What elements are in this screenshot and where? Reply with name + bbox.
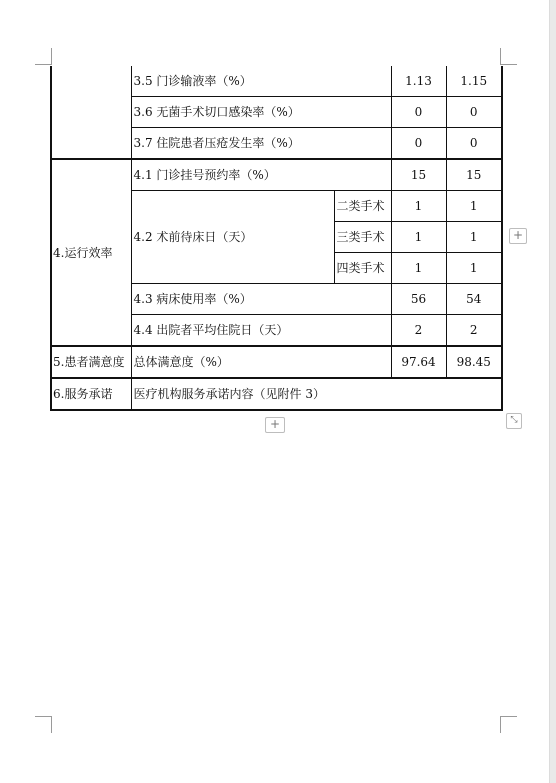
crop-mark-bottom-right (500, 716, 517, 733)
value-cell-col1[interactable]: 1 (391, 253, 446, 284)
plus-icon: + (269, 417, 281, 431)
value-cell-col2[interactable]: 1.15 (446, 66, 502, 97)
add-row-button[interactable] (265, 417, 285, 433)
crop-mark-top-right (500, 48, 517, 65)
value-cell-col2[interactable]: 0 (446, 128, 502, 160)
item-cell[interactable]: 3.5 门诊输液率（%） (131, 66, 391, 97)
item-cell[interactable]: 医疗机构服务承诺内容（见附件 3） (131, 378, 502, 410)
category-cell[interactable]: 5.患者满意度 (51, 346, 131, 378)
plus-icon: + (512, 228, 524, 242)
value-cell-col2[interactable]: 1 (446, 191, 502, 222)
category-cell-3-continued (51, 66, 131, 159)
item-cell[interactable]: 3.7 住院患者压疮发生率（%） (131, 128, 391, 160)
value-cell-col2[interactable]: 15 (446, 159, 502, 191)
value-cell-col2[interactable]: 1 (446, 222, 502, 253)
value-cell-col1[interactable]: 1.13 (391, 66, 446, 97)
item-cell[interactable]: 4.1 门诊挂号预约率（%） (131, 159, 391, 191)
value-cell-col2[interactable]: 2 (446, 315, 502, 347)
value-cell-col1[interactable]: 56 (391, 284, 446, 315)
vertical-scrollbar[interactable] (549, 0, 556, 783)
value-cell-col1[interactable]: 15 (391, 159, 446, 191)
sub-item-cell[interactable]: 二类手术 (334, 191, 391, 222)
table-resize-handle[interactable] (506, 413, 522, 429)
indicator-table (50, 66, 503, 411)
table-row (51, 159, 502, 191)
item-cell[interactable]: 4.2 术前待床日（天） (131, 191, 334, 284)
table-row (51, 378, 502, 410)
category-cell[interactable]: 6.服务承诺 (51, 378, 131, 410)
item-cell[interactable]: 4.3 病床使用率（%） (131, 284, 391, 315)
item-cell[interactable]: 4.4 出院者平均住院日（天） (131, 315, 391, 347)
sub-item-cell[interactable]: 四类手术 (334, 253, 391, 284)
value-cell-col2[interactable]: 1 (446, 253, 502, 284)
value-cell-col1[interactable]: 2 (391, 315, 446, 347)
sub-item-cell[interactable]: 三类手术 (334, 222, 391, 253)
crop-mark-top-left (35, 48, 52, 65)
value-cell-col2[interactable]: 0 (446, 97, 502, 128)
value-cell-col1[interactable]: 0 (391, 128, 446, 160)
resize-handle-icon: ⤡ (510, 415, 518, 425)
add-column-button[interactable] (509, 228, 527, 244)
item-cell[interactable]: 总体满意度（%） (131, 346, 391, 378)
item-cell[interactable]: 3.6 无菌手术切口感染率（%） (131, 97, 391, 128)
category-cell[interactable]: 4.运行效率 (51, 159, 131, 346)
value-cell-col1[interactable]: 1 (391, 222, 446, 253)
value-cell-col1[interactable]: 1 (391, 191, 446, 222)
value-cell-col1[interactable]: 0 (391, 97, 446, 128)
table-row (51, 346, 502, 378)
value-cell-col1[interactable]: 97.64 (391, 346, 446, 378)
table-row (51, 66, 502, 97)
value-cell-col2[interactable]: 54 (446, 284, 502, 315)
value-cell-col2[interactable]: 98.45 (446, 346, 502, 378)
crop-mark-bottom-left (35, 716, 52, 733)
